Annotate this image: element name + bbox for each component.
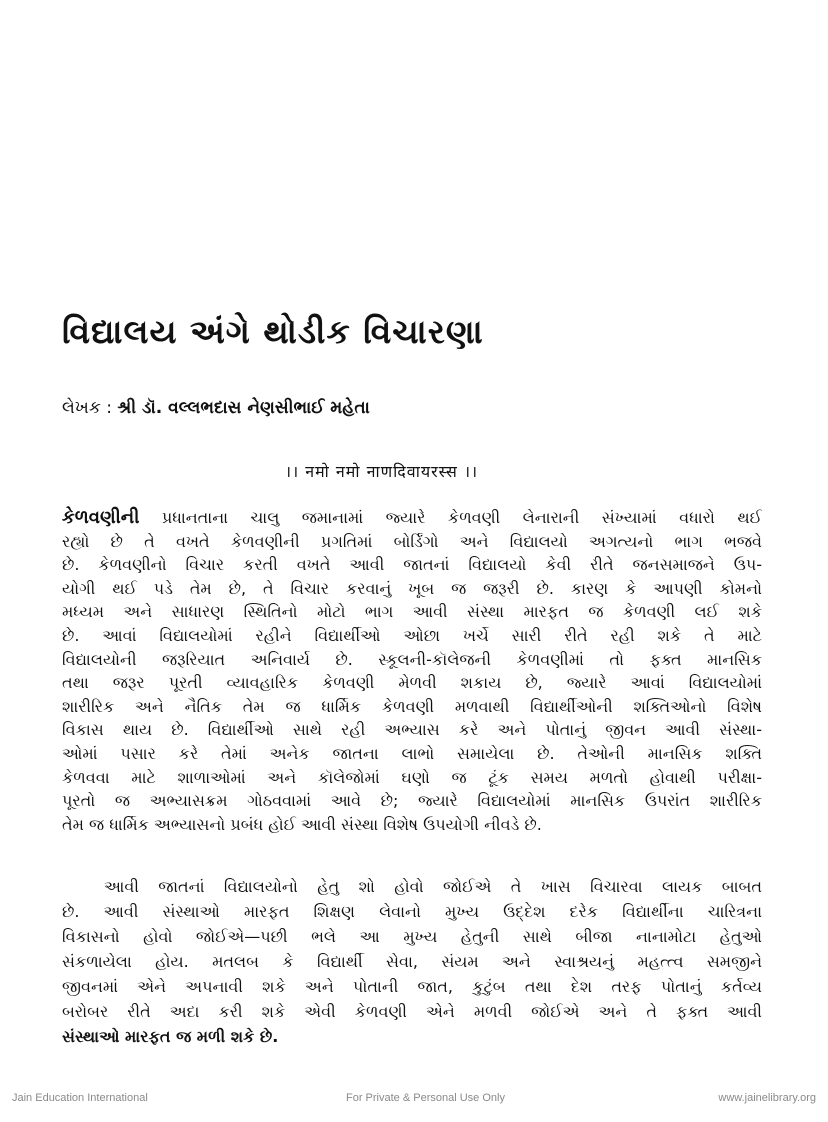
text-line: બરોબર રીતે અદા કરી શકે એવી કેળવણી એને મળવી જોઈએ અને તે ફક્ત આવી (62, 1002, 762, 1021)
text-line: સંસ્થાઓ મારફત જ મળી શકે છે. (62, 1027, 279, 1046)
text-line: સંકળાયેલા હોય. મતલબ કે વિદ્યાર્થી સેવા, સંયમ અને સ્વાશ્રયનું મહત્ત્વ સમજીને (62, 952, 762, 971)
drop-lead-word: કેળવણીની (62, 507, 140, 528)
text-line: પૂરતો જ અભ્યાસક્રમ ગોઠવવામાં આવે છે; જ્યારે વિદ્યાલયોમાં માનસિક ઉપરાંત શારીરિક (62, 791, 762, 811)
text-line: ઓમાં પસાર કરે તેમાં અનેક જાતના લાભો સમાયેલા છે. તેઓની માનસિક શક્તિ (62, 743, 762, 763)
text-line: વિકાસ થાય છે. વિદ્યાર્થીઓ સાથે રહી અભ્યાસ કરે અને પોતાનું જીવન આવી સંસ્થા- (62, 720, 762, 740)
paragraph-1 (62, 506, 762, 836)
footer-website-link[interactable]: www.jainelibrary.org (718, 1092, 816, 1104)
text-line: તેમ જ ધાર્મિક અભ્યાસનો પ્રબંધ હોઈ આવી સંસ્થા વિશેષ ઉપયોગી નીવડે છે. (62, 814, 542, 834)
text-line: કેળવવા માટે શાળાઓમાં અને કૉલેજોમાં ઘણો જ ટૂંક સમય મળતો હોવાથી પરીક્ષા- (62, 767, 762, 787)
text-line: છે. કેળવણીનો વિચાર કરતી વખતે આવી જાતનાં વિદ્યાલયો કેવી રીતે જનસમાજને ઉપ- (62, 555, 762, 575)
article-title: વિદ્યાલય અંગે થોડીક વિચારણા (62, 312, 484, 351)
text-line: વિકાસનો હોવો જોઈએ—પછી ભલે આ મુખ્ય હેતુની સાથે બીજા નાનામોટા હેતુઓ (62, 927, 762, 946)
text-line: તથા જરૂર પૂરતી વ્યાવહારિક કેળવણી મેળવી શકાય છે, જ્યારે આવાં વિદ્યાલયોમાં (62, 673, 762, 693)
footer-usage-note: For Private & Personal Use Only (346, 1092, 505, 1104)
text-line: જીવનમાં એને અપનાવી શકે અને પોતાની જાત, કુટુંબ તથા દેશ તરફ પોતાનું કર્તવ્ય (62, 977, 762, 996)
text-line: મધ્યમ અને સાધારણ સ્થિતિનો મોટો ભાગ આવી સંસ્થા મારફત જ કેળવણી લઈ શકે (62, 602, 762, 622)
invocation: ।। नमो नमो नाणदिवायरस्स ।। (285, 462, 479, 481)
paragraph-2 (62, 874, 762, 1049)
footer-publisher: Jain Education International (12, 1092, 148, 1104)
text-line: યોગી થઈ પડે તેમ છે, તે વિચાર કરવાનું ખૂબ જ જરૂરી છે. કારણ કે આપણી કોમનો (62, 578, 762, 598)
text-line: છે. આવી સંસ્થાઓ મારફત શિક્ષણ લેવાનો મુખ્ય ઉદ્દેશ દરેક વિદ્યાર્થીના ચારિત્રના (62, 902, 762, 921)
author-line (62, 398, 370, 418)
text-line (62, 506, 762, 530)
text-line: શારીરિક અને નૈતિક તેમ જ ધાર્મિક કેળવણી મળવાથી વિદ્યાર્થીઓની શક્તિઓનો વિશેષ (62, 696, 762, 716)
text-span: પ્રધાનતાના ચાલુ જમાનામાં જ્યારે કેળવણી લેનારાની સંખ્યામાં વધારો થઈ (139, 508, 762, 527)
text-line: વિદ્યાલયોની જરૂરિયાત અનિવાર્ય છે. સ્કૂલની-કૉલેજની કેળવણીમાં તો ફક્ત માનસિક (62, 649, 762, 669)
author-label: લેખક : (62, 398, 112, 418)
text-line: છે. આવાં વિદ્યાલયોમાં રહીને વિદ્યાર્થીઓ ઓછા ખર્ચે સારી રીતે રહી શકે તે માટે (62, 625, 762, 645)
text-line: રહ્યો છે તે વખતે કેળવણીની પ્રગતિમાં બોર્ડિંગો અને વિદ્યાલયો અગત્યનો ભાગ ભજવે (62, 531, 762, 551)
text-line: આવી જાતનાં વિદ્યાલયોનો હેતુ શો હોવો જોઈએ તે ખાસ વિચારવા લાયક બાબત (104, 877, 762, 896)
author-name: શ્રી ડૉ. વલ્લભદાસ નેણસીભાઈ મહેતા (117, 398, 370, 418)
